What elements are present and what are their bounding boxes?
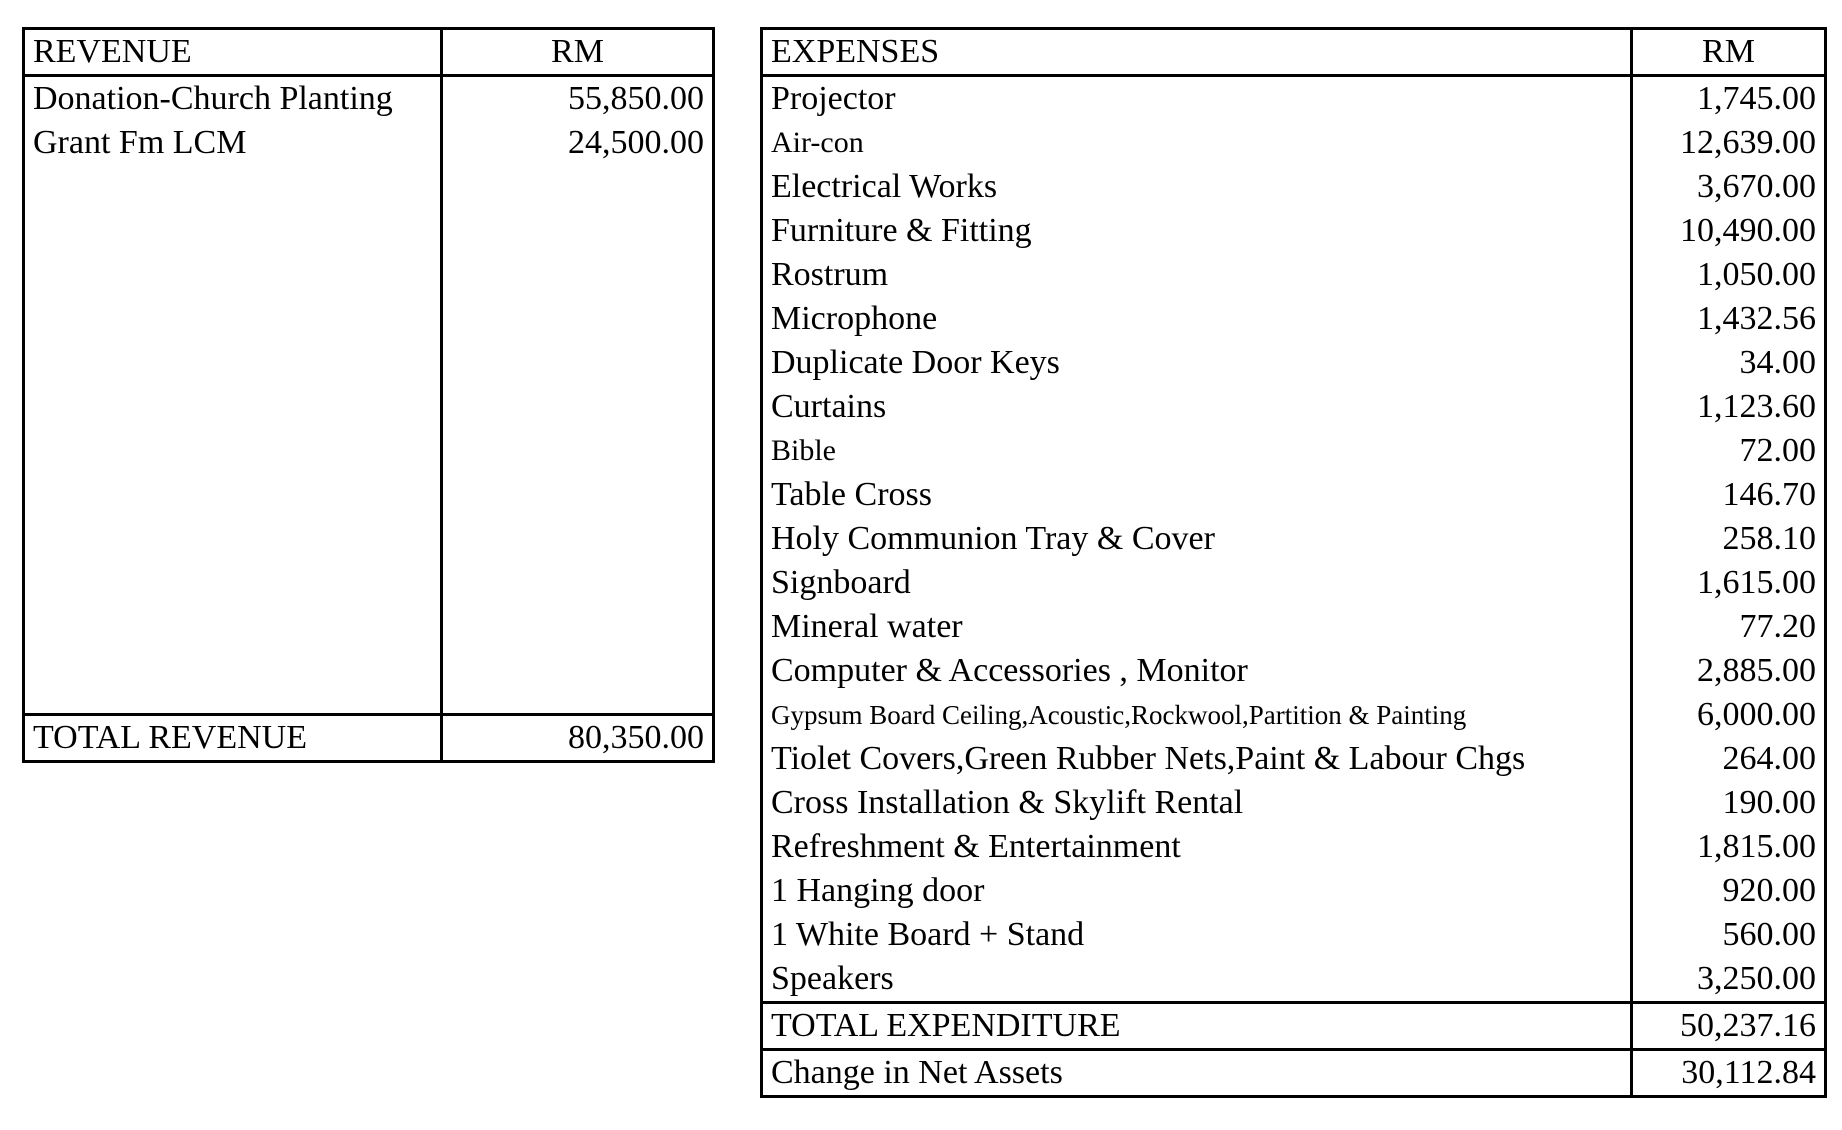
expense-item-amount: 34.00 <box>1632 341 1826 385</box>
expense-item-label: Microphone <box>762 297 1632 341</box>
expense-item-amount: 1,050.00 <box>1632 253 1826 297</box>
expense-row <box>762 76 1826 122</box>
expense-item-amount: 1,615.00 <box>1632 561 1826 605</box>
total-revenue-label: TOTAL REVENUE <box>24 715 442 762</box>
expense-row <box>762 297 1826 341</box>
revenue-item-amount: 24,500.00 <box>442 121 714 165</box>
expense-row <box>762 781 1826 825</box>
expense-row <box>762 605 1826 649</box>
expenses-header-row <box>762 29 1826 76</box>
expense-item-label: Holy Communion Tray & Cover <box>762 517 1632 561</box>
expense-item-label: Gypsum Board Ceiling,Acoustic,Rockwool,Partition & Painting <box>762 693 1632 737</box>
expense-row <box>762 649 1826 693</box>
expense-item-label: Furniture & Fitting <box>762 209 1632 253</box>
net-assets-amount: 30,112.84 <box>1632 1050 1826 1097</box>
expense-item-label: Curtains <box>762 385 1632 429</box>
revenue-item-amount: 55,850.00 <box>442 76 714 122</box>
expense-item-amount: 77.20 <box>1632 605 1826 649</box>
expense-item-amount: 1,123.60 <box>1632 385 1826 429</box>
expense-item-label: Refreshment & Entertainment <box>762 825 1632 869</box>
expense-item-amount: 72.00 <box>1632 429 1826 473</box>
expense-row <box>762 253 1826 297</box>
expense-item-amount: 190.00 <box>1632 781 1826 825</box>
net-assets-label: Change in Net Assets <box>762 1050 1632 1097</box>
expense-item-amount: 560.00 <box>1632 913 1826 957</box>
expense-row <box>762 517 1826 561</box>
expense-item-label: Speakers <box>762 957 1632 1003</box>
revenue-header-currency: RM <box>442 29 714 76</box>
expense-item-amount: 264.00 <box>1632 737 1826 781</box>
expense-item-label: Table Cross <box>762 473 1632 517</box>
expense-row <box>762 693 1826 737</box>
expense-item-amount: 10,490.00 <box>1632 209 1826 253</box>
expense-item-amount: 920.00 <box>1632 869 1826 913</box>
expense-item-label: Mineral water <box>762 605 1632 649</box>
revenue-header-row <box>24 29 714 76</box>
expense-item-label: 1 Hanging door <box>762 869 1632 913</box>
revenue-table <box>22 27 715 763</box>
expense-row <box>762 561 1826 605</box>
expense-row <box>762 869 1826 913</box>
expense-item-label: 1 White Board + Stand <box>762 913 1632 957</box>
expense-item-amount: 6,000.00 <box>1632 693 1826 737</box>
expense-item-label: Bible <box>762 429 1632 473</box>
total-expenditure-label: TOTAL EXPENDITURE <box>762 1003 1632 1050</box>
expenses-table <box>760 27 1827 1098</box>
expense-item-label: Cross Installation & Skylift Rental <box>762 781 1632 825</box>
expenses-total-row <box>762 1003 1826 1050</box>
expense-item-amount: 1,815.00 <box>1632 825 1826 869</box>
expense-item-label: Computer & Accessories , Monitor <box>762 649 1632 693</box>
revenue-total-row <box>24 715 714 762</box>
expense-item-amount: 3,250.00 <box>1632 957 1826 1003</box>
net-assets-row <box>762 1050 1826 1097</box>
expense-row <box>762 165 1826 209</box>
expense-item-label: Rostrum <box>762 253 1632 297</box>
expense-item-label: Signboard <box>762 561 1632 605</box>
expense-row <box>762 825 1826 869</box>
revenue-empty-space <box>24 165 714 715</box>
expense-row <box>762 121 1826 165</box>
expense-item-amount: 1,745.00 <box>1632 76 1826 122</box>
expense-row <box>762 473 1826 517</box>
expense-item-amount: 146.70 <box>1632 473 1826 517</box>
expense-item-amount: 3,670.00 <box>1632 165 1826 209</box>
expense-row <box>762 957 1826 1003</box>
expense-item-label: Air-con <box>762 121 1632 165</box>
expense-row <box>762 429 1826 473</box>
expense-item-amount: 2,885.00 <box>1632 649 1826 693</box>
expense-row <box>762 209 1826 253</box>
expense-item-amount: 12,639.00 <box>1632 121 1826 165</box>
expenses-header-label: EXPENSES <box>762 29 1632 76</box>
expense-row <box>762 341 1826 385</box>
revenue-item-label: Grant Fm LCM <box>24 121 442 165</box>
expense-item-amount: 1,432.56 <box>1632 297 1826 341</box>
expense-row <box>762 737 1826 781</box>
expense-row <box>762 385 1826 429</box>
expense-row <box>762 913 1826 957</box>
expense-item-label: Duplicate Door Keys <box>762 341 1632 385</box>
revenue-row <box>24 121 714 165</box>
revenue-item-label: Donation-Church Planting <box>24 76 442 122</box>
expense-item-label: Electrical Works <box>762 165 1632 209</box>
revenue-header-label: REVENUE <box>24 29 442 76</box>
revenue-row <box>24 76 714 122</box>
expense-item-label: Tiolet Covers,Green Rubber Nets,Paint & Labour Chgs <box>762 737 1632 781</box>
total-expenditure-amount: 50,237.16 <box>1632 1003 1826 1050</box>
expense-item-label: Projector <box>762 76 1632 122</box>
expense-item-amount: 258.10 <box>1632 517 1826 561</box>
expenses-header-currency: RM <box>1632 29 1826 76</box>
total-revenue-amount: 80,350.00 <box>442 715 714 762</box>
